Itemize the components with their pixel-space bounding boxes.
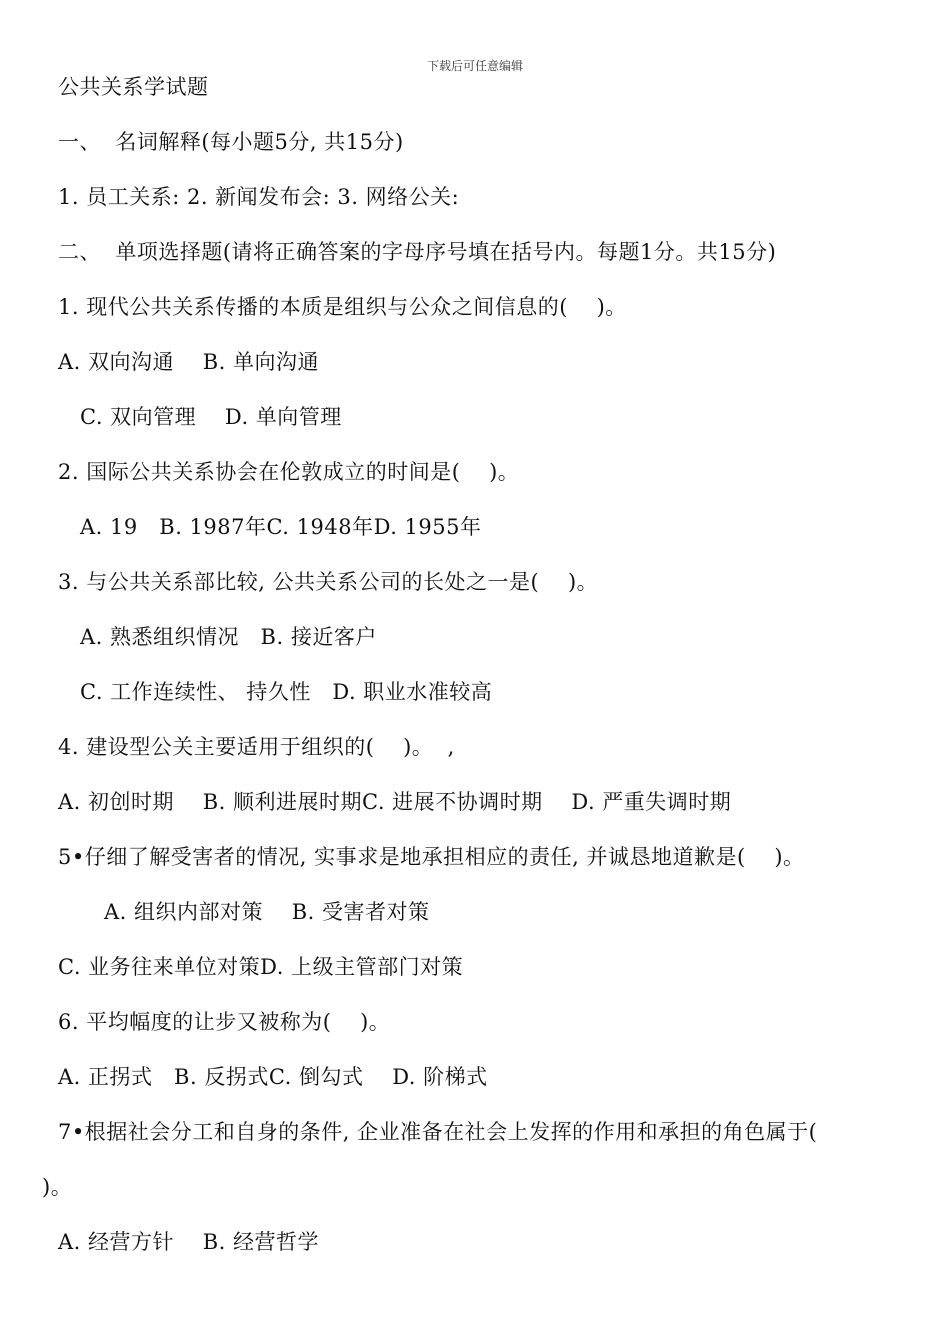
section-2-heading: 二、 单项选择题(请将正确答案的字母序号填在括号内。每题1分。共15分) xyxy=(58,240,777,264)
question-6: 6. 平均幅度的让步又被称为( )。 xyxy=(58,1010,391,1034)
question-4: 4. 建设型公关主要适用于组织的( )。 , xyxy=(58,735,455,759)
question-2: 2. 国际公共关系协会在伦敦成立的时间是( )。 xyxy=(58,460,520,484)
question-3-options-ab: A. 熟悉组织情况 B. 接近客户 xyxy=(80,625,377,649)
question-4-options: A. 初创时期 B. 顺利进展时期C. 进展不协调时期 D. 严重失调时期 xyxy=(58,790,732,814)
question-7-continuation: )。 xyxy=(42,1175,73,1199)
question-7-options-ab: A. 经营方针 B. 经营哲学 xyxy=(58,1230,319,1254)
question-1: 1. 现代公共关系传播的本质是组织与公众之间信息的( )。 xyxy=(58,295,627,319)
question-5-options-cd: C. 业务往来单位对策D. 上级主管部门对策 xyxy=(58,955,464,979)
question-2-options: A. 19 B. 1987年C. 1948年D. 1955年 xyxy=(80,515,482,539)
section-1-heading: 一、 名词解释(每小题5分, 共15分) xyxy=(58,130,404,154)
page-header-note: 下载后可任意编辑 xyxy=(426,59,523,73)
question-7: 7•根据社会分工和自身的条件, 企业准备在社会上发挥的作用和承担的角色属于( xyxy=(58,1120,818,1144)
question-5: 5•仔细了解受害者的情况, 实事求是地承担相应的责任, 并诚恳地道歉是( )。 xyxy=(58,845,805,869)
question-1-options-cd: C. 双向管理 D. 单向管理 xyxy=(80,405,342,429)
exam-title: 公共关系学试题 xyxy=(58,75,209,99)
section-1-terms: 1. 员工关系: 2. 新闻发布会: 3. 网络公关: xyxy=(58,185,460,209)
question-5-options-ab: A. 组织内部对策 B. 受害者对策 xyxy=(104,900,430,924)
question-3-options-cd: C. 工作连续性、 持久性 D. 职业水准较高 xyxy=(80,680,493,704)
question-1-options-ab: A. 双向沟通 B. 单向沟通 xyxy=(58,350,319,374)
question-6-options: A. 正拐式 B. 反拐式C. 倒勾式 D. 阶梯式 xyxy=(58,1065,488,1089)
question-3: 3. 与公共关系部比较, 公共关系公司的长处之一是( )。 xyxy=(58,570,599,594)
